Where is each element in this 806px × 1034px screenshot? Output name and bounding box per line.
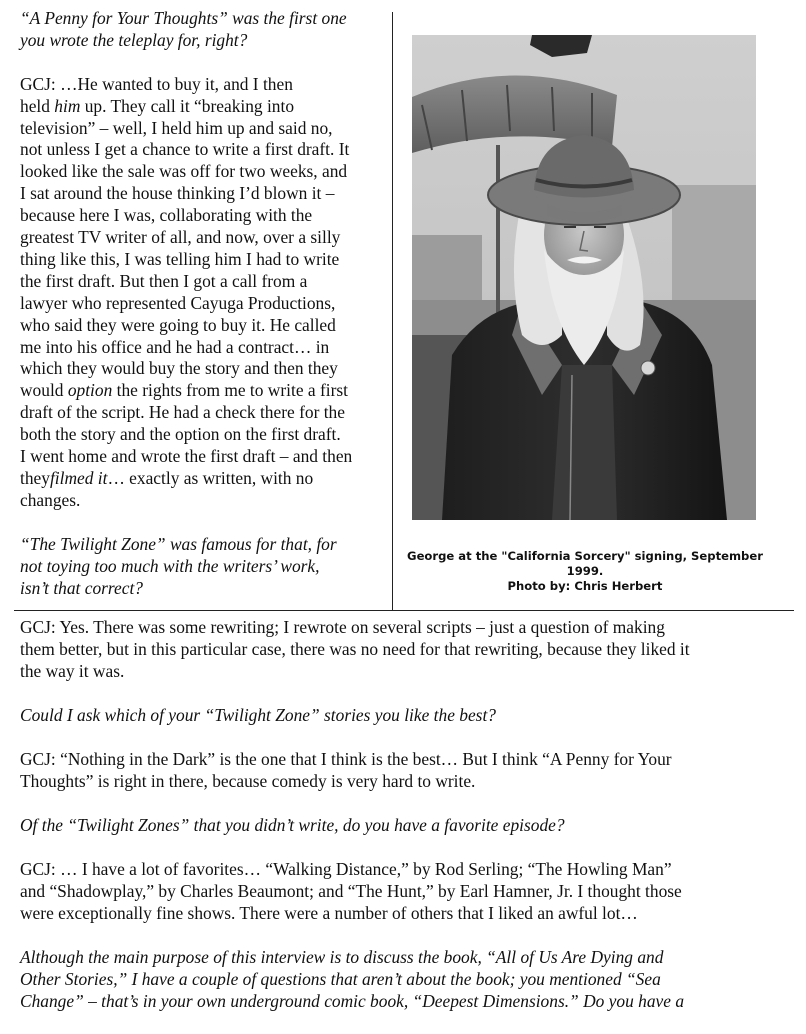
background-wall <box>412 235 482 305</box>
background-building <box>672 185 756 305</box>
answer-rewriting <box>20 616 794 682</box>
left-column <box>20 8 392 621</box>
text-line: I went home and wrote the first draft – and then <box>20 446 353 467</box>
pin-badge <box>641 361 655 375</box>
text-line: Thoughts” is right in there, because comedy is very hard to write. <box>20 771 476 791</box>
text-line: GCJ: … I have a lot of favorites… “Walking Distance,” by Rod Serling; “The Howling Man” <box>20 859 672 879</box>
text-line: me into his office and he had a contract… in <box>20 336 330 357</box>
question-favorite-story <box>20 704 794 726</box>
text-line: them better, but in this particular case, there was no need for that rewriting, because they liked it <box>20 639 690 659</box>
text-line: which they would buy the story and then they <box>20 358 338 379</box>
question-penny-teleplay <box>20 8 392 52</box>
text-line: “The Twilight Zone” was famous for that, for <box>20 533 337 554</box>
text-line: GCJ: Yes. There was some rewriting; I rewrote on several scripts – just a question of making <box>20 617 665 637</box>
text-run: would <box>20 380 68 401</box>
caption-credit: Photo by: Chris Herbert <box>507 579 663 593</box>
emphasis-text: filmed it <box>49 468 108 489</box>
text-run: the rights from me to write a first <box>112 380 348 401</box>
text-line: the way it was. <box>20 661 125 681</box>
text-line <box>20 468 392 490</box>
text-line: greatest TV writer of all, and now, over a silly <box>20 227 341 248</box>
text-line: not unless I get a chance to write a first draft. It <box>20 139 350 160</box>
text-line: thing like this, I was telling him I had to write <box>20 248 340 269</box>
answer-nothing-in-the-dark <box>20 748 794 792</box>
text-line: “A Penny for Your Thoughts” was the first one <box>20 8 347 28</box>
text-line: both the story and the option on the first draft. <box>20 424 341 445</box>
text-line: Could I ask which of your “Twilight Zone” stories you like the best? <box>20 705 496 725</box>
text-line: I sat around the house thinking I’d blown it – <box>20 183 335 204</box>
text-run: they <box>20 468 50 489</box>
text-line: Change” – that’s in your own underground comic book, “Deepest Dimensions.” Do you have a <box>20 991 685 1011</box>
text-line: Of the “Twilight Zones” that you didn’t write, do you have a favorite episode? <box>20 815 565 835</box>
text-line: changes. <box>20 489 81 510</box>
interview-body <box>20 616 794 1034</box>
text-line: looked like the sale was off for two weeks, and <box>20 161 348 182</box>
text-line: who said they were going to buy it. He called <box>20 314 336 335</box>
caption-line: George at the "California Sorcery" signing, September 1999. <box>407 549 763 578</box>
photo-caption <box>396 549 774 594</box>
text-line: lawyer who represented Cayuga Productions, <box>20 292 336 313</box>
text-line: Although the main purpose of this interview is to discuss the book, “All of Us Are Dying and <box>20 947 664 967</box>
answer-breaking-into-television <box>20 74 392 512</box>
text-line: Other Stories,” I have a couple of questions that aren’t about the book; you mentioned “Sea <box>20 969 661 989</box>
text-line: GCJ: …He wanted to buy it, and I then <box>20 73 293 94</box>
text-line: because here I was, collaborating with the <box>20 205 313 226</box>
question-favorite-episode <box>20 814 794 836</box>
text-line: isn’t that correct? <box>20 577 144 598</box>
text-line <box>20 380 392 402</box>
text-line: were exceptionally fine shows. There were a number of others that I liked an awful lot… <box>20 903 638 923</box>
text-line: draft of the script. He had a check there for the <box>20 402 345 423</box>
emphasis-text: him <box>54 95 81 116</box>
emphasis-text: option <box>67 380 113 401</box>
text-run: … exactly as written, with no <box>107 468 314 489</box>
text-line <box>20 96 392 118</box>
shirt <box>552 365 617 520</box>
answer-favorites <box>20 858 794 924</box>
umbrella-pole <box>496 145 500 315</box>
question-twilight-zone-writers <box>20 534 392 600</box>
text-line: you wrote the teleplay for, right? <box>20 29 248 50</box>
vertical-divider <box>392 12 393 610</box>
text-run: held <box>20 95 55 116</box>
text-run: up. They call it “breaking into <box>80 95 295 116</box>
text-line: and “Shadowplay,” by Charles Beaumont; and “The Hunt,” by Earl Hamner, Jr. I thought those <box>20 881 682 901</box>
text-line: the first draft. But then I got a call from a <box>20 270 308 291</box>
portrait-photo <box>412 35 756 520</box>
question-sea-change <box>20 946 794 1012</box>
text-line: television” – well, I held him up and said no, <box>20 117 333 138</box>
portrait-illustration <box>412 35 756 520</box>
text-line: GCJ: “Nothing in the Dark” is the one that I think is the best… But I think “A Penny for Your <box>20 749 672 769</box>
text-line: not toying too much with the writers’ work, <box>20 555 320 576</box>
